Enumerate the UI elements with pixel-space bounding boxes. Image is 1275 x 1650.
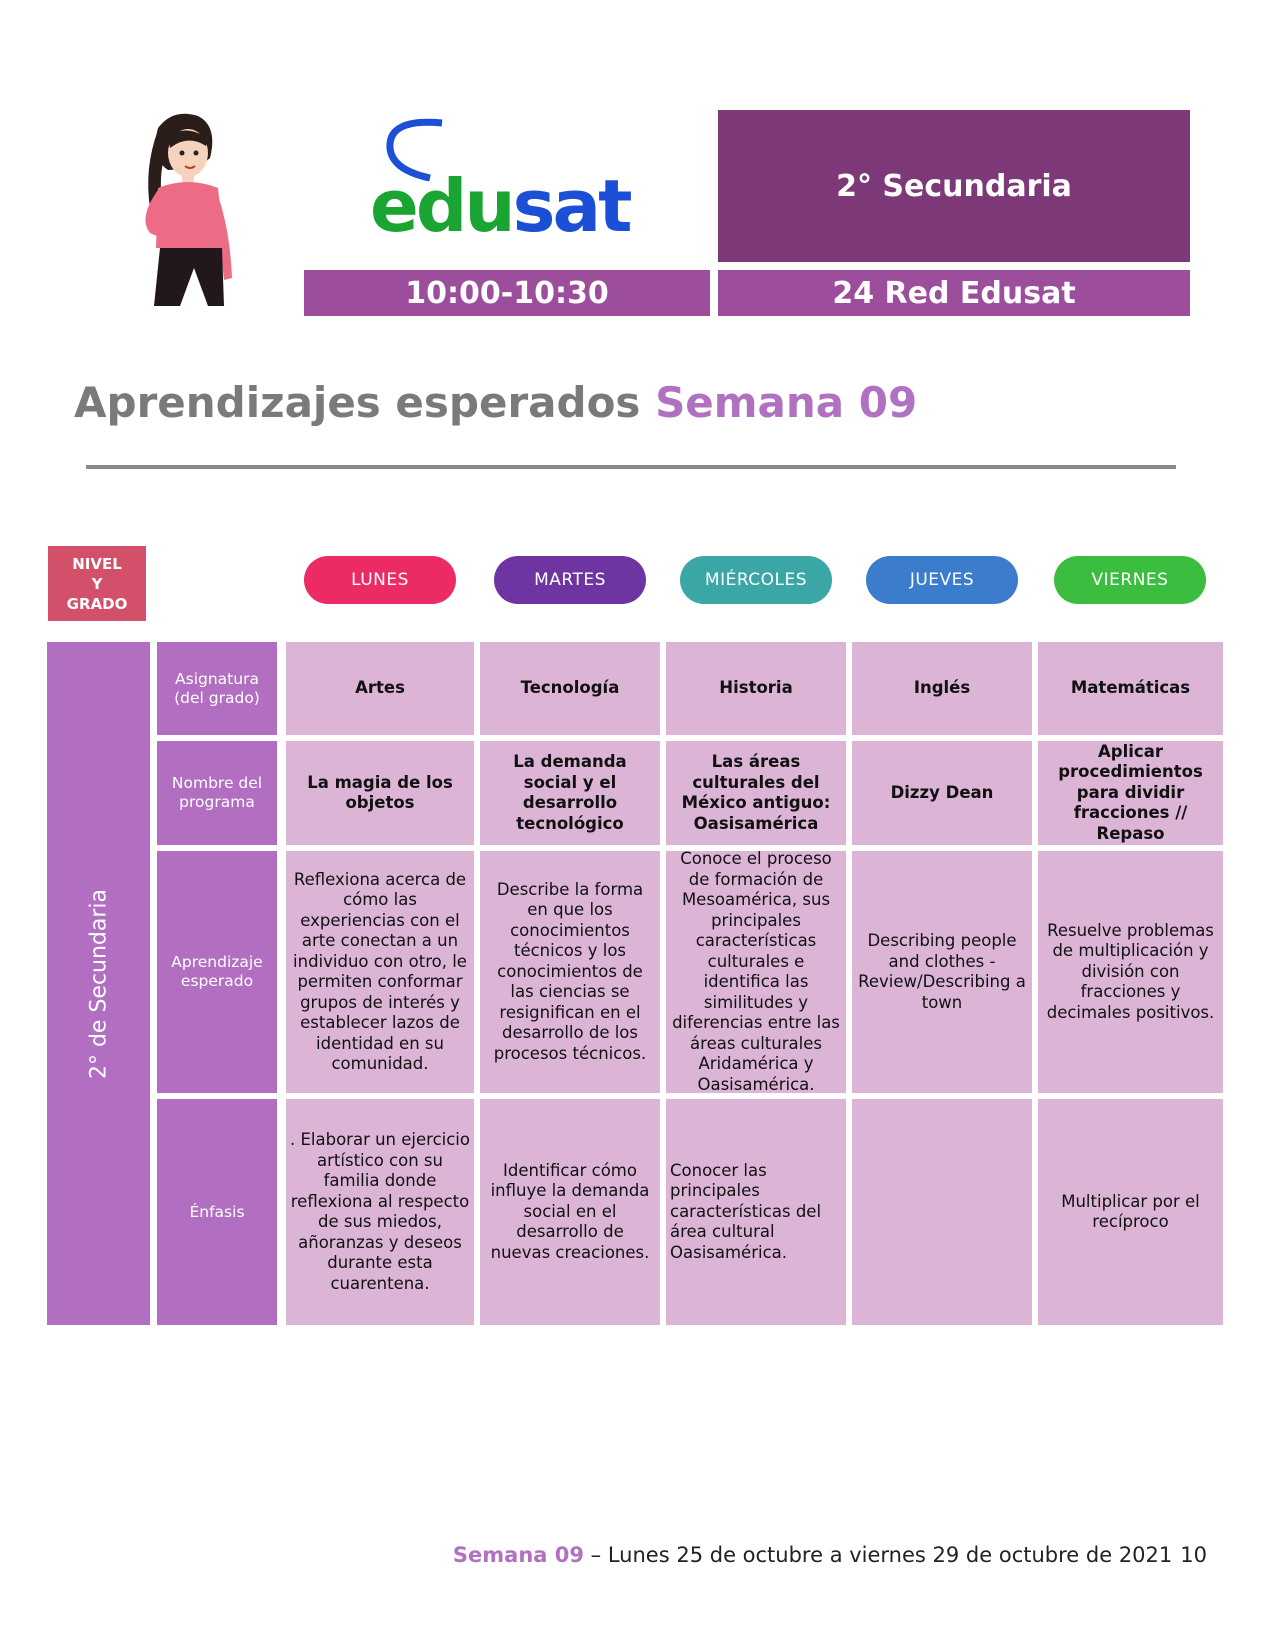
table-cell: Dizzy Dean — [852, 741, 1032, 845]
table-cell: Conocer las principales características del área cultural Oasisamérica. — [666, 1099, 846, 1325]
footer-week: Semana 09 — [452, 1543, 584, 1567]
table-cell: Matemáticas — [1038, 642, 1223, 735]
table-cell: Artes — [286, 642, 474, 735]
day-pill-viernes: VIERNES — [1054, 556, 1206, 604]
footer-dates: – Lunes 25 de octubre a viernes 29 de octubre de 2021 — [584, 1543, 1173, 1567]
table-cell: Inglés — [852, 642, 1032, 735]
table-cell: Tecnología — [480, 642, 660, 735]
day-pill-miércoles: MIÉRCOLES — [680, 556, 832, 604]
grade-side-label — [47, 642, 150, 1325]
row-label: Énfasis — [157, 1099, 277, 1325]
girl-illustration — [128, 108, 248, 308]
table-cell: Reflexiona acerca de cómo las experiencias con el arte conectan a un individuo con otro, le permiten conformar grupos de interés y establecer lazos de identidad en su comunidad. — [286, 851, 474, 1093]
table-cell: Identificar cómo influye la demanda social en el desarrollo de nuevas creaciones. — [480, 1099, 660, 1325]
footer — [453, 1543, 1207, 1567]
day-pill-lunes: LUNES — [304, 556, 456, 604]
grade-side-text: 2° de Secundaria — [86, 888, 111, 1079]
table-cell: Resuelve problemas de multiplicación y división con fracciones y decimales positivos. — [1038, 851, 1223, 1093]
page-title — [74, 378, 917, 427]
level-label-line: NIVEL — [72, 555, 122, 573]
table-cell: Aplicar procedimientos para dividir fracciones // Repaso — [1038, 741, 1223, 845]
table-cell: Historia — [666, 642, 846, 735]
table-cell: La magia de los objetos — [286, 741, 474, 845]
table-cell: La demanda social y el desarrollo tecnológico — [480, 741, 660, 845]
level-grade-label — [48, 546, 146, 621]
time-slot: 10:00-10:30 — [304, 270, 710, 316]
row-label: Asignatura (del grado) — [157, 642, 277, 735]
level-label-line: GRADO — [66, 595, 128, 613]
level-label-line: Y — [91, 575, 103, 593]
title-divider — [86, 465, 1176, 469]
page-number: 10 — [1180, 1543, 1207, 1567]
page-title-main: Aprendizajes esperados — [74, 378, 641, 427]
table-cell: Las áreas culturales del México antiguo: Oasisamérica — [666, 741, 846, 845]
table-cell: Multiplicar por el recíproco — [1038, 1099, 1223, 1325]
day-pill-martes: MARTES — [494, 556, 646, 604]
table-cell: Conoce el proceso de formación de Mesoamérica, sus principales características culturales e identifica las similitudes y diferencias entre las áreas culturales Aridamérica y Oasisamérica. — [666, 851, 846, 1093]
grade-header: 2° Secundaria — [718, 110, 1190, 262]
table-cell — [852, 1099, 1032, 1325]
channel-name: 24 Red Edusat — [718, 270, 1190, 316]
table-cell: Describing people and clothes - Review/Describing a town — [852, 851, 1032, 1093]
day-pill-jueves: JUEVES — [866, 556, 1018, 604]
page-title-week: Semana 09 — [655, 378, 918, 427]
edusat-logo: edusat — [360, 118, 650, 258]
table-cell: Describe la forma en que los conocimientos técnicos y los conocimientos de las ciencias se resignifican en el desarrollo de los procesos técnicos. — [480, 851, 660, 1093]
table-cell: . Elaborar un ejercicio artístico con su familia donde reflexiona al respecto de sus miedos, añoranzas y deseos durante esta cuarentena. — [286, 1099, 474, 1325]
row-label: Nombre del programa — [157, 741, 277, 845]
row-label: Aprendizaje esperado — [157, 851, 277, 1093]
